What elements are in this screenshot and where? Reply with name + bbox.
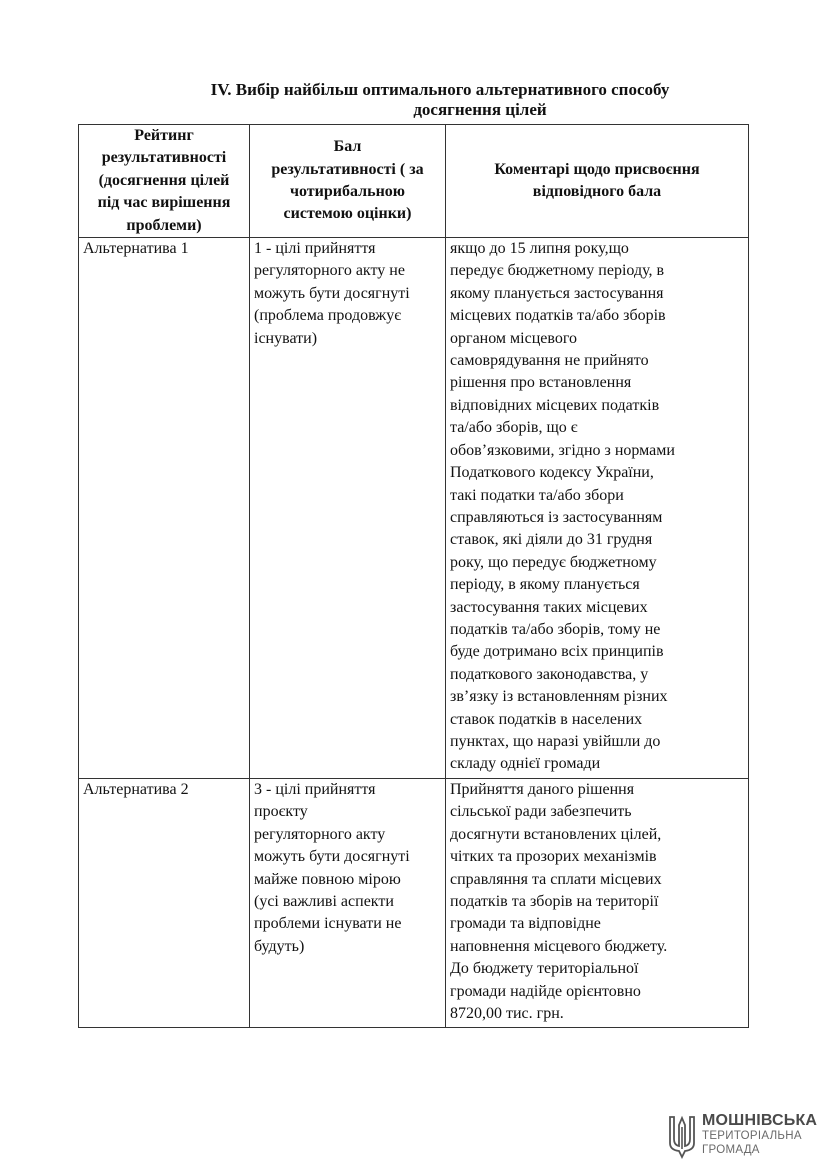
text-line: чітких та прозорих механізмів bbox=[450, 848, 657, 866]
text-line: 1 - цілі прийняття bbox=[254, 240, 376, 258]
alternative-label: Альтернатива 1 bbox=[79, 238, 250, 779]
text-line: проблеми) bbox=[126, 216, 202, 234]
table-row bbox=[79, 779, 749, 1028]
trident-emblem-icon bbox=[668, 1113, 696, 1159]
section-title-line-2: досягнення цілей bbox=[413, 100, 547, 119]
text-line: 3 - цілі прийняття bbox=[254, 781, 376, 799]
text-line: буде дотримано всіх принципів bbox=[450, 643, 664, 661]
text-line: під час вирішення bbox=[97, 194, 231, 212]
text-line: зв’язку із встановленням різних bbox=[450, 688, 668, 706]
text-line: можуть бути досягнуті bbox=[254, 284, 410, 302]
text-line: існувати) bbox=[254, 329, 318, 347]
text-line: органом місцевого bbox=[450, 329, 577, 347]
text-line: До бюджету територіальної bbox=[450, 960, 639, 978]
table-row bbox=[79, 238, 749, 779]
logo-line-2: ТЕРИТОРІАЛЬНА bbox=[702, 1130, 802, 1142]
text-line: наповнення місцевого бюджету. bbox=[450, 937, 668, 955]
text-line: справляння та сплати місцевих bbox=[450, 870, 662, 888]
text-line: Рейтинг bbox=[134, 127, 194, 144]
text-line: року, що передує бюджетному bbox=[450, 553, 657, 571]
text-line: громади надійде орієнтовно bbox=[450, 982, 641, 1000]
text-line: відповідного бала bbox=[532, 183, 662, 201]
text-line: майже повною мірою bbox=[254, 870, 401, 888]
text-line: такі податки та/або збори bbox=[450, 486, 624, 504]
header-rating bbox=[79, 125, 250, 238]
section-title-line-1: IV. Вибір найбільш оптимального альтернативного способу bbox=[210, 80, 670, 99]
text-line: обов’язковими, згідно з нормами bbox=[450, 441, 675, 459]
text-line: місцевих податків та/або зборів bbox=[450, 307, 666, 325]
text-line: податків та зборів на території bbox=[450, 893, 659, 911]
header-comments bbox=[446, 125, 749, 238]
text-line: Прийняття даного рішення bbox=[450, 781, 635, 799]
text-line: проєкту bbox=[254, 803, 308, 821]
text-line: справляються із застосуванням bbox=[450, 508, 663, 526]
alternative-label: Альтернатива 2 bbox=[79, 779, 250, 1028]
text-line: 8720,00 тис. грн. bbox=[450, 1005, 564, 1023]
text-line: системою оцінки) bbox=[283, 205, 412, 223]
text-line: рішення про встановлення bbox=[450, 374, 632, 392]
text-line: якщо до 15 липня року,що bbox=[450, 240, 629, 258]
header-score bbox=[250, 125, 446, 238]
text-line: передує бюджетному періоду, в bbox=[450, 262, 665, 280]
alternatives-rating-table bbox=[78, 124, 749, 1028]
text-line: Бал bbox=[333, 138, 362, 156]
text-line: якому планується застосування bbox=[450, 284, 664, 302]
section-title bbox=[120, 80, 760, 120]
text-line: (усі важливі аспекти bbox=[254, 893, 394, 911]
text-line: та/або зборів, що є bbox=[450, 419, 578, 437]
text-line: будуть) bbox=[254, 937, 305, 955]
alternative-score bbox=[250, 779, 446, 1028]
text-line: Коментарі щодо присвоєння bbox=[494, 160, 700, 178]
alternative-comment bbox=[446, 779, 749, 1028]
text-line: податкового законодавства, у bbox=[450, 665, 649, 683]
text-line: результативності bbox=[101, 149, 227, 167]
text-line: (досягнення цілей bbox=[98, 171, 230, 189]
text-line: (проблема продовжує bbox=[254, 307, 402, 325]
text-line: податків та/або зборів, тому не bbox=[450, 620, 661, 638]
text-line: регуляторного акту bbox=[254, 825, 386, 843]
text-line: чотирибальною bbox=[289, 183, 406, 201]
text-line: громади та відповідне bbox=[450, 915, 601, 933]
text-line: складу однієї громади bbox=[450, 755, 601, 773]
text-line: сільської ради забезпечить bbox=[450, 803, 632, 821]
table-header-row bbox=[79, 125, 749, 238]
text-line: ставок, які діяли до 31 грудня bbox=[450, 531, 653, 549]
logo-name: МОШНІВСЬКА bbox=[702, 1112, 818, 1129]
text-line: самоврядування не прийнято bbox=[450, 352, 649, 370]
text-line: регуляторного акту не bbox=[254, 262, 405, 280]
text-line: можуть бути досягнуті bbox=[254, 848, 410, 866]
text-line: відповідних місцевих податків bbox=[450, 396, 660, 414]
alternative-comment bbox=[446, 238, 749, 779]
logo-line-3: ГРОМАДА bbox=[702, 1144, 760, 1156]
text-line: періоду, в якому планується bbox=[450, 576, 640, 594]
text-line: застосування таких місцевих bbox=[450, 598, 648, 616]
text-line: пунктах, що наразі увійшли до bbox=[450, 732, 661, 750]
text-line: проблеми існувати не bbox=[254, 915, 402, 933]
text-line: ставок податків в населених bbox=[450, 710, 643, 728]
community-logo bbox=[668, 1110, 818, 1165]
text-line: результативності ( за bbox=[271, 160, 424, 178]
text-line: досягнути встановлених цілей, bbox=[450, 825, 662, 843]
alternative-score bbox=[250, 238, 446, 779]
text-line: Податкового кодексу України, bbox=[450, 464, 654, 482]
